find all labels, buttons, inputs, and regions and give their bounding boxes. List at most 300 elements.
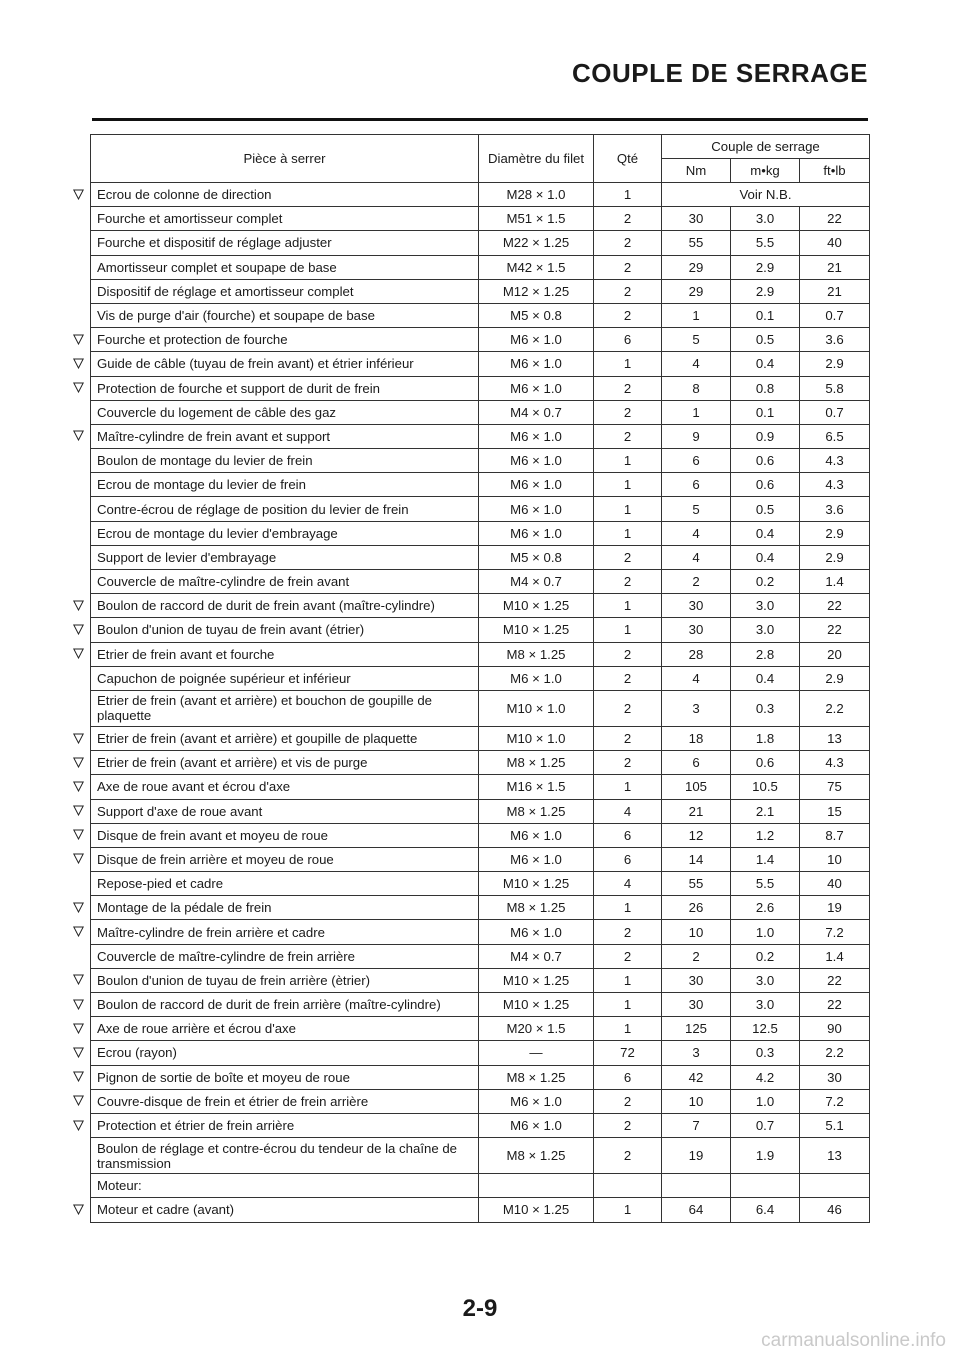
cell-thread: M16 × 1.5 [479,775,594,799]
triangle-outline-icon [73,902,84,913]
cell-nm: 5 [662,497,731,521]
cell-ftlb: 46 [800,1198,870,1222]
triangle-outline-icon [73,757,84,768]
cell-ftlb: 0.7 [800,303,870,327]
cell-ftlb: 22 [800,618,870,642]
cell-thread: — [479,1041,594,1065]
cell-nm: 14 [662,847,731,871]
cell-mkg: 2.9 [731,279,800,303]
cell-mkg: 0.2 [731,570,800,594]
cell-part: Moteur: [91,1174,479,1198]
cell-ftlb: 40 [800,231,870,255]
cell-part: Fourche et amortisseur complet [91,207,479,231]
table-body [91,183,870,1223]
cell-nm: 3 [662,1041,731,1065]
table-row [91,303,870,327]
cell-qty: 2 [594,751,662,775]
cell-thread: M6 × 1.0 [479,847,594,871]
cell-thread: M10 × 1.25 [479,872,594,896]
cell-thread: M6 × 1.0 [479,1113,594,1137]
table-row [91,666,870,690]
cell-qty: 2 [594,424,662,448]
cell-thread: M6 × 1.0 [479,328,594,352]
cell-qty: 2 [594,642,662,666]
table-header [91,135,870,183]
cell-part: Dispositif de réglage et amortisseur complet [91,279,479,303]
cell-ftlb: 21 [800,279,870,303]
cell-part: Pignon de sortie de boîte et moyeu de roue [91,1065,479,1089]
cell-mkg: 2.9 [731,255,800,279]
cell-qty: 2 [594,1113,662,1137]
cell-thread: M42 × 1.5 [479,255,594,279]
cell-part: Couvercle de maître-cylindre de frein avant [91,570,479,594]
cell-mkg: 3.0 [731,968,800,992]
cell-ftlb: 0.7 [800,400,870,424]
table-row [91,944,870,968]
cell-mkg: 0.6 [731,751,800,775]
cell-nm: 12 [662,823,731,847]
table-row [91,847,870,871]
cell-ftlb: 90 [800,1017,870,1041]
cell-mkg: 0.4 [731,545,800,569]
cell-qty: 6 [594,1065,662,1089]
table-row [91,1089,870,1113]
cell-mkg: 1.4 [731,847,800,871]
cell-part: Capuchon de poignée supérieur et inférieur [91,666,479,690]
cell-ftlb: 10 [800,847,870,871]
triangle-outline-icon [73,1120,84,1131]
triangle-outline-icon [73,189,84,200]
cell-ftlb: 22 [800,207,870,231]
cell-thread: M10 × 1.25 [479,1198,594,1222]
cell-mkg: 0.3 [731,690,800,726]
cell-mkg: 5.5 [731,872,800,896]
cell-part: Couvre-disque de frein et étrier de frein arrière [91,1089,479,1113]
table-row [91,1198,870,1222]
cell-mkg: 0.5 [731,328,800,352]
cell-mkg: 1.9 [731,1138,800,1174]
cell-thread: M8 × 1.25 [479,642,594,666]
cell-qty: 2 [594,570,662,594]
table-row [91,968,870,992]
cell-ftlb: 4.3 [800,473,870,497]
triangle-outline-icon [73,1071,84,1082]
cell-ftlb: 1.4 [800,944,870,968]
cell-ftlb: 7.2 [800,1089,870,1113]
cell-part: Support d'axe de roue avant [91,799,479,823]
triangle-outline-icon [73,382,84,393]
cell-thread [479,1174,594,1198]
table-row [91,823,870,847]
cell-mkg: 1.0 [731,920,800,944]
cell-ftlb: 15 [800,799,870,823]
cell-nm: 2 [662,570,731,594]
triangle-outline-icon [73,358,84,369]
table-row [91,594,870,618]
cell-thread: M5 × 0.8 [479,545,594,569]
cell-part: Boulon de raccord de durit de frein arrière (maître-cylindre) [91,993,479,1017]
cell-nm: 8 [662,376,731,400]
cell-ftlb: 75 [800,775,870,799]
cell-mkg: 0.6 [731,449,800,473]
cell-qty: 1 [594,183,662,207]
cell-thread: M6 × 1.0 [479,521,594,545]
table-row [91,751,870,775]
cell-mkg: 4.2 [731,1065,800,1089]
triangle-outline-icon [73,600,84,611]
cell-nm: 55 [662,872,731,896]
cell-part: Maître-cylindre de frein avant et support [91,424,479,448]
table-row [91,1065,870,1089]
cell-mkg: 3.0 [731,207,800,231]
cell-mkg: 0.9 [731,424,800,448]
cell-qty: 6 [594,847,662,871]
cell-qty: 1 [594,352,662,376]
cell-qty: 2 [594,1138,662,1174]
cell-mkg: 2.1 [731,799,800,823]
table-row [91,726,870,750]
triangle-outline-icon [73,624,84,635]
cell-nm: 29 [662,279,731,303]
cell-part: Etrier de frein avant et fourche [91,642,479,666]
cell-part: Etrier de frein (avant et arrière) et bouchon de goupille de plaquette [91,690,479,726]
cell-ftlb: 2.9 [800,352,870,376]
cell-nm: 30 [662,968,731,992]
triangle-outline-icon [73,829,84,840]
cell-part: Ecrou (rayon) [91,1041,479,1065]
cell-nm: 1 [662,303,731,327]
cell-thread: M10 × 1.0 [479,726,594,750]
cell-qty: 1 [594,1017,662,1041]
cell-part: Disque de frein arrière et moyeu de roue [91,847,479,871]
cell-mkg: 0.1 [731,400,800,424]
cell-thread: M6 × 1.0 [479,823,594,847]
table-row [91,920,870,944]
cell-ftlb: 1.4 [800,570,870,594]
cell-nm: 26 [662,896,731,920]
cell-nm: 7 [662,1113,731,1137]
table-row [91,424,870,448]
cell-mkg: 1.0 [731,1089,800,1113]
header-part: Pièce à serrer [91,135,479,183]
cell-qty: 1 [594,993,662,1017]
triangle-outline-icon [73,1204,84,1215]
cell-part: Protection et étrier de frein arrière [91,1113,479,1137]
cell-ftlb: 8.7 [800,823,870,847]
cell-ftlb [800,1174,870,1198]
triangle-outline-icon [73,781,84,792]
cell-nm: 1 [662,400,731,424]
header-nm: Nm [662,159,731,183]
cell-ftlb: 22 [800,594,870,618]
table-row [91,896,870,920]
triangle-outline-icon [73,853,84,864]
triangle-outline-icon [73,1023,84,1034]
cell-ftlb: 40 [800,872,870,896]
cell-qty: 2 [594,255,662,279]
cell-ftlb: 2.2 [800,1041,870,1065]
cell-part: Ecrou de montage du levier d'embrayage [91,521,479,545]
cell-nm: 64 [662,1198,731,1222]
cell-mkg: 3.0 [731,618,800,642]
table-row [91,352,870,376]
cell-ftlb: 7.2 [800,920,870,944]
cell-ftlb: 2.2 [800,690,870,726]
cell-mkg: 1.8 [731,726,800,750]
cell-part: Etrier de frein (avant et arrière) et goupille de plaquette [91,726,479,750]
page-number: 2-9 [462,1295,498,1322]
cell-thread: M20 × 1.5 [479,1017,594,1041]
cell-part: Guide de câble (tuyau de frein avant) et étrier inférieur [91,352,479,376]
cell-nm: 30 [662,594,731,618]
cell-mkg: 0.6 [731,473,800,497]
table-row [91,497,870,521]
cell-thread: M6 × 1.0 [479,449,594,473]
cell-part: Boulon de réglage et contre-écrou du tendeur de la chaîne de transmission [91,1138,479,1174]
cell-part: Etrier de frein (avant et arrière) et vis de purge [91,751,479,775]
cell-qty: 2 [594,666,662,690]
cell-mkg: 3.0 [731,993,800,1017]
cell-nm: 3 [662,690,731,726]
cell-nm: 105 [662,775,731,799]
cell-qty: 1 [594,618,662,642]
cell-thread: M6 × 1.0 [479,424,594,448]
cell-thread: M8 × 1.25 [479,799,594,823]
cell-thread: M4 × 0.7 [479,570,594,594]
cell-thread: M8 × 1.25 [479,1065,594,1089]
cell-mkg: 10.5 [731,775,800,799]
cell-thread: M10 × 1.0 [479,690,594,726]
cell-thread: M6 × 1.0 [479,473,594,497]
cell-mkg [731,1174,800,1198]
cell-qty: 1 [594,497,662,521]
cell-nm: 30 [662,207,731,231]
cell-qty: 1 [594,968,662,992]
cell-nm: 10 [662,920,731,944]
cell-ftlb: 22 [800,993,870,1017]
table-row [91,1138,870,1174]
cell-part: Disque de frein avant et moyeu de roue [91,823,479,847]
table-row [91,1041,870,1065]
triangle-outline-icon [73,334,84,345]
cell-thread: M10 × 1.25 [479,968,594,992]
cell-qty: 6 [594,328,662,352]
cell-mkg: 6.4 [731,1198,800,1222]
cell-thread: M5 × 0.8 [479,303,594,327]
cell-nm: 4 [662,521,731,545]
triangle-outline-icon [73,805,84,816]
cell-qty [594,1174,662,1198]
cell-mkg: 0.5 [731,497,800,521]
cell-part: Support de levier d'embrayage [91,545,479,569]
triangle-outline-icon [73,999,84,1010]
table-row [91,231,870,255]
cell-ftlb: 3.6 [800,497,870,521]
cell-ftlb: 4.3 [800,751,870,775]
cell-nm: 9 [662,424,731,448]
triangle-outline-icon [73,733,84,744]
cell-mkg: 0.3 [731,1041,800,1065]
cell-qty: 1 [594,896,662,920]
cell-qty: 6 [594,823,662,847]
cell-qty: 2 [594,376,662,400]
cell-mkg: 0.4 [731,666,800,690]
cell-part: Axe de roue avant et écrou d'axe [91,775,479,799]
cell-nm: 30 [662,618,731,642]
page-title: COUPLE DE SERRAGE [572,58,868,88]
cell-nm: 125 [662,1017,731,1041]
cell-part: Vis de purge d'air (fourche) et soupape de base [91,303,479,327]
table-row [91,545,870,569]
cell-part: Moteur et cadre (avant) [91,1198,479,1222]
header-thread: Diamètre du filet [479,135,594,183]
cell-thread: M6 × 1.0 [479,497,594,521]
cell-thread: M8 × 1.25 [479,751,594,775]
triangle-outline-icon [73,926,84,937]
table-row [91,690,870,726]
cell-qty: 2 [594,920,662,944]
cell-part: Fourche et protection de fourche [91,328,479,352]
cell-qty: 72 [594,1041,662,1065]
cell-qty: 2 [594,944,662,968]
table-row [91,570,870,594]
cell-ftlb: 21 [800,255,870,279]
cell-qty: 2 [594,1089,662,1113]
cell-part: Ecrou de montage du levier de frein [91,473,479,497]
cell-mkg: 0.7 [731,1113,800,1137]
cell-part: Protection de fourche et support de durit de frein [91,376,479,400]
cell-ftlb: 5.1 [800,1113,870,1137]
cell-nm: 30 [662,993,731,1017]
cell-nm: 42 [662,1065,731,1089]
cell-ftlb: 22 [800,968,870,992]
triangle-outline-icon [73,1047,84,1058]
triangle-outline-icon [73,430,84,441]
cell-mkg: 3.0 [731,594,800,618]
table-row [91,521,870,545]
cell-nm: 4 [662,545,731,569]
cell-nm [662,1174,731,1198]
cell-qty: 2 [594,545,662,569]
watermark: carmanualsonline.info [761,1330,946,1351]
cell-ftlb: 19 [800,896,870,920]
cell-qty: 1 [594,473,662,497]
table-row [91,376,870,400]
cell-thread: M10 × 1.25 [479,618,594,642]
cell-nm: 21 [662,799,731,823]
table-row [91,872,870,896]
table-row [91,400,870,424]
table-row [91,1174,870,1198]
cell-part: Repose-pied et cadre [91,872,479,896]
cell-nm: 29 [662,255,731,279]
cell-thread: M51 × 1.5 [479,207,594,231]
table-row [91,207,870,231]
cell-nm: 28 [662,642,731,666]
cell-qty: 2 [594,207,662,231]
cell-thread: M12 × 1.25 [479,279,594,303]
cell-thread: M4 × 0.7 [479,400,594,424]
cell-nm: 4 [662,352,731,376]
cell-qty: 2 [594,303,662,327]
cell-ftlb: 4.3 [800,449,870,473]
cell-ftlb: 13 [800,1138,870,1174]
cell-ftlb: 6.5 [800,424,870,448]
table-row [91,449,870,473]
cell-qty: 2 [594,690,662,726]
cell-part: Boulon de raccord de durit de frein avant (maître-cylindre) [91,594,479,618]
cell-mkg: 5.5 [731,231,800,255]
triangle-outline-icon [73,974,84,985]
cell-nm: 5 [662,328,731,352]
cell-mkg: 0.4 [731,521,800,545]
cell-ftlb: 2.9 [800,666,870,690]
cell-mkg: 2.6 [731,896,800,920]
table-row [91,799,870,823]
cell-ftlb: 3.6 [800,328,870,352]
cell-qty: 1 [594,1198,662,1222]
cell-qty: 1 [594,775,662,799]
torque-table [90,134,870,1223]
cell-nm: 10 [662,1089,731,1113]
table-row [91,775,870,799]
cell-thread: M22 × 1.25 [479,231,594,255]
cell-part: Boulon d'union de tuyau de frein avant (étrier) [91,618,479,642]
cell-nm: 55 [662,231,731,255]
cell-nm: 2 [662,944,731,968]
cell-qty: 1 [594,594,662,618]
cell-part: Contre-écrou de réglage de position du levier de frein [91,497,479,521]
cell-ftlb: 13 [800,726,870,750]
cell-thread: M28 × 1.0 [479,183,594,207]
cell-qty: 4 [594,799,662,823]
cell-nm: 18 [662,726,731,750]
table-row [91,993,870,1017]
cell-nm: 4 [662,666,731,690]
cell-mkg: 12.5 [731,1017,800,1041]
cell-part: Amortisseur complet et soupape de base [91,255,479,279]
cell-part: Couvercle de maître-cylindre de frein arrière [91,944,479,968]
cell-part: Axe de roue arrière et écrou d'axe [91,1017,479,1041]
table-row [91,328,870,352]
header-qty: Qté [594,135,662,183]
cell-thread: M4 × 0.7 [479,944,594,968]
cell-part: Boulon d'union de tuyau de frein arrière (ètrier) [91,968,479,992]
cell-thread: M10 × 1.25 [479,594,594,618]
triangle-outline-icon [73,1095,84,1106]
table-row [91,279,870,303]
cell-qty: 4 [594,872,662,896]
cell-mkg: 0.4 [731,352,800,376]
cell-ftlb: 20 [800,642,870,666]
cell-mkg: 0.2 [731,944,800,968]
cell-nm: 6 [662,449,731,473]
cell-mkg: 0.8 [731,376,800,400]
cell-mkg: 2.8 [731,642,800,666]
table-row [91,183,870,207]
cell-thread: M6 × 1.0 [479,1089,594,1113]
cell-ftlb: 5.8 [800,376,870,400]
cell-qty: 2 [594,726,662,750]
cell-thread: M6 × 1.0 [479,376,594,400]
cell-thread: M6 × 1.0 [479,920,594,944]
cell-mkg: 0.1 [731,303,800,327]
cell-nm: 19 [662,1138,731,1174]
cell-thread: M8 × 1.25 [479,896,594,920]
cell-qty: 1 [594,449,662,473]
cell-part: Maître-cylindre de frein arrière et cadre [91,920,479,944]
cell-ftlb: 2.9 [800,521,870,545]
